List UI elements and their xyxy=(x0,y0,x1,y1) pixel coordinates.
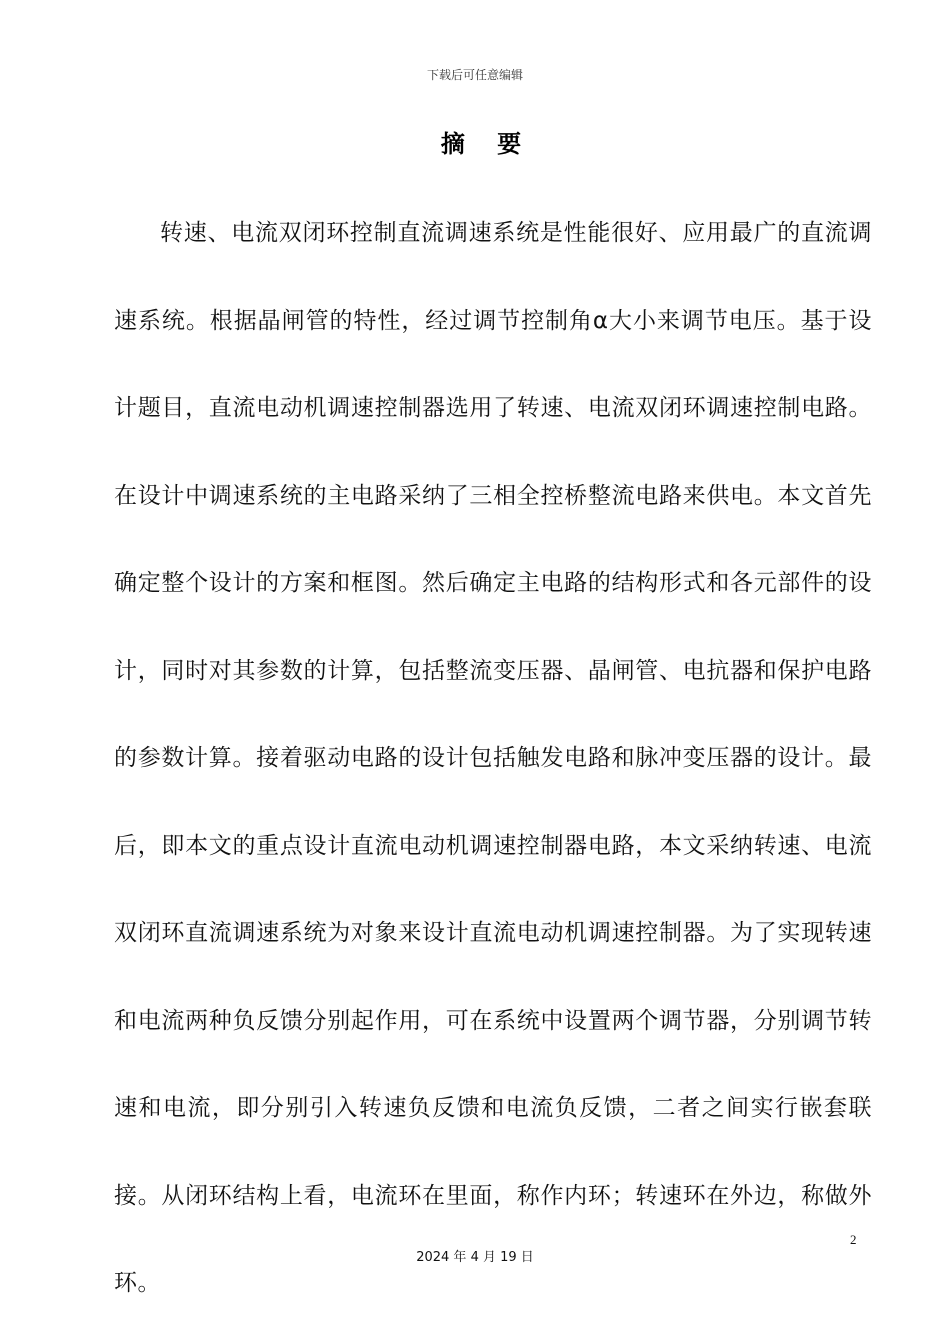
page-title: 摘 要 xyxy=(440,130,534,158)
abstract-paragraph: 转速、电流双闭环控制直流调速系统是性能很好、应用最广的直流调速系统。根据晶闸管的特性，经过调节控制角α大小来调节电压。基于设计题目，直流电动机调速控制器选用了转速、电流双闭环调速控制电路。在设计中调速系统的主电路采纳了三相全控桥整流电路来供电。本文首先确定整个设计的方案和框图。然后确定主电路的结构形式和各元部件的设计，同时对其参数的计算，包括整流变压器、晶闸管、电抗器和保护电路的参数计算。接着驱动电路的设计包括触发电路和脉冲变压器的设计。最后，即本文的重点设计直流电动机调速控制器电路，本文采纳转速、电流双闭环直流调速系统为对象来设计直流电动机调速控制器。为了实现转速和电流两种负反馈分别起作用，可在系统中设置两个调节器，分别调节转速和电流，即分别引入转速负反馈和电流负反馈，二者之间实行嵌套联接。从闭环结构上看，电流环在里面，称作内环；转速环在外边，称做外环。 xyxy=(114,220,872,1296)
header-note: 下载后可任意编辑 xyxy=(426,68,523,82)
footer-date: 2024 年 4 月 19 日 xyxy=(416,1250,534,1265)
page-number: 2 xyxy=(850,1232,857,1247)
